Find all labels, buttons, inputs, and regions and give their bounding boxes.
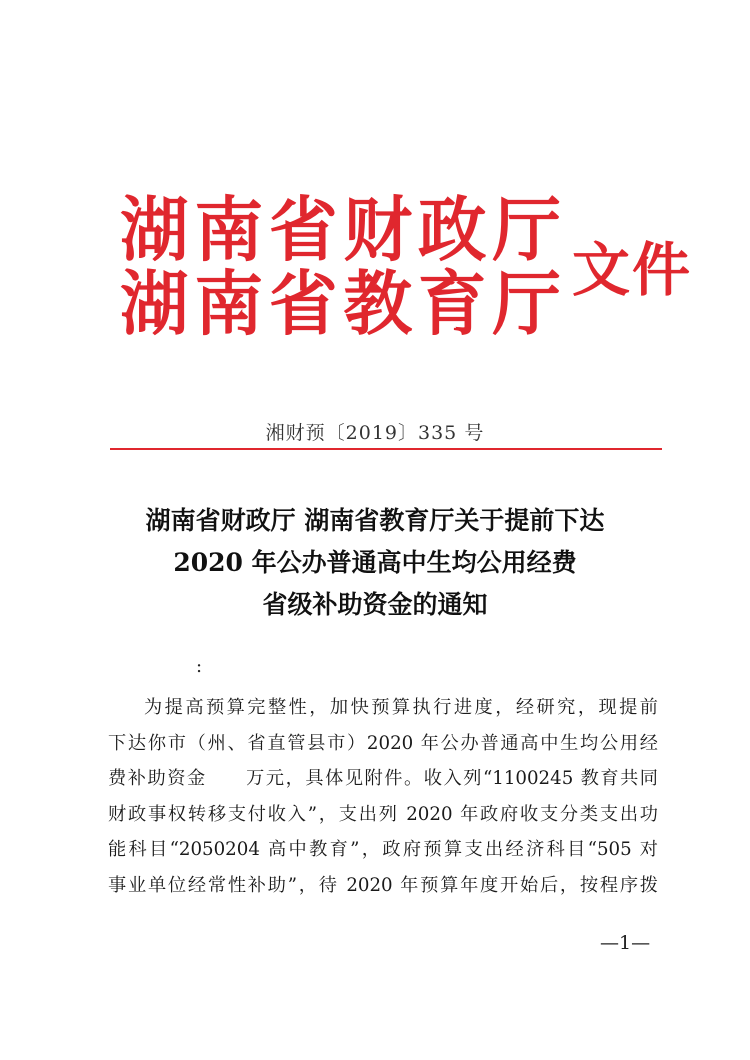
body-paragraph bbox=[108, 690, 658, 903]
body-line-6: 事业单位经常性补助”，待 2020 年预算年度开始后，按程序拨 bbox=[108, 874, 658, 896]
red-header bbox=[120, 188, 693, 358]
issuer-finance-dept: 湖南省财政厅 bbox=[120, 188, 567, 271]
body-line-4: 财政事权转移支付收入”，支出列 2020 年政府收支分类支出功 bbox=[108, 803, 658, 825]
recipient-salutation: : bbox=[196, 656, 203, 677]
issuer-education-dept: 湖南省教育厅 bbox=[120, 262, 567, 345]
title-line-2: 2020 年公办普通高中生均公用经费 bbox=[173, 548, 577, 577]
body-line-3: 费补助资金 万元，具体见附件。收入列“1100245 教育共同 bbox=[108, 768, 658, 789]
body-line-5: 能科目“2050204 高中教育”，政府预算支出经济科目“505 对 bbox=[108, 839, 658, 860]
red-divider-line bbox=[110, 448, 662, 450]
document-number: 湘财预〔2019〕335 号 bbox=[265, 422, 485, 444]
body-line-2: 下达你市（州、省直管县市）2020 年公办普通高中生均公用经 bbox=[108, 732, 658, 754]
body-line-1: 为提高预算完整性，加快预算执行进度，经研究，现提前 bbox=[144, 697, 658, 718]
title-line-1: 湖南省财政厅 湖南省教育厅关于提前下达 bbox=[145, 506, 605, 535]
issuer-names bbox=[120, 188, 570, 345]
page-number: —1— bbox=[600, 932, 651, 954]
title-line-3: 省级补助资金的通知 bbox=[262, 590, 488, 619]
document-title bbox=[0, 500, 750, 626]
doc-type-label: 文件 bbox=[572, 236, 693, 304]
